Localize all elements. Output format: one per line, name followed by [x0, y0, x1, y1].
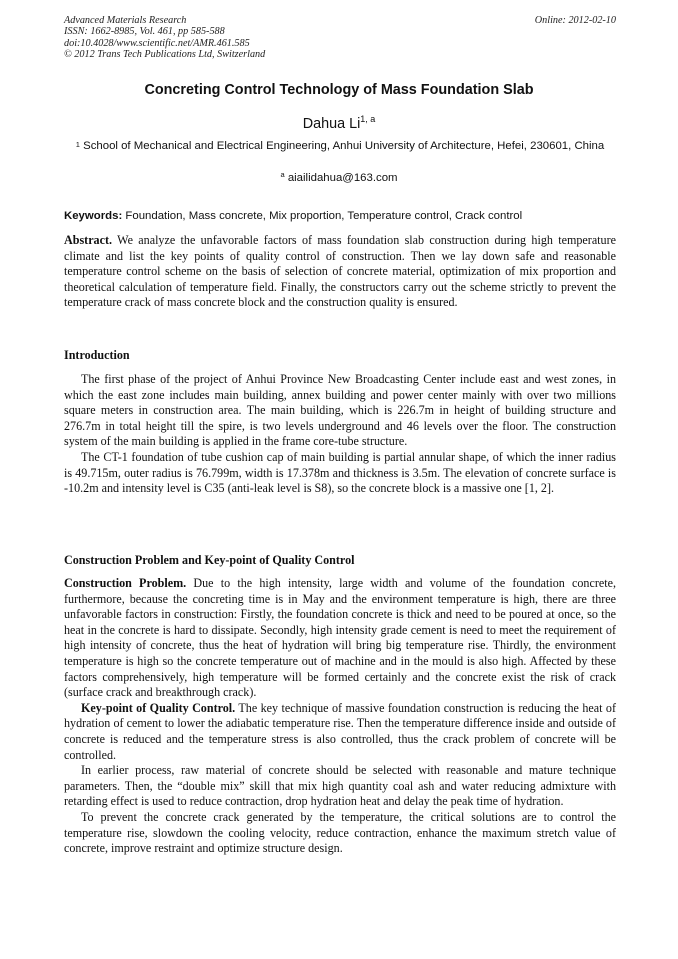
running-header — [64, 15, 616, 61]
section-heading-introduction: Introduction — [64, 348, 130, 362]
author-superscript: 1, a — [360, 114, 376, 124]
keywords-label: Keywords: — [64, 210, 123, 222]
affiliation-text: School of Mechanical and Electrical Engineering, Anhui University of Architecture, Hefei, 230601, China — [83, 140, 605, 152]
doi-line: doi:10.4028/www.scientific.net/AMR.461.585 — [64, 37, 250, 49]
paper-title: Concreting Control Technology of Mass Foundation Slab — [144, 82, 534, 98]
introduction-body — [64, 372, 616, 497]
intro-paragraph-1: The first phase of the project of Anhui Province New Broadcasting Center include east and west zones, in which the east zone includes main building, annex building and power center mainly with over two millions square meters in construction area. The main building, which is 226.7m in height of building structure and 276.7m in total height till the spire, is two levels underground and 46 levels over the floor. The construction system of the main building is applied in the frame core-tube structure. — [64, 372, 616, 449]
affiliation — [64, 139, 616, 155]
author-line — [0, 116, 678, 132]
abstract-text: We analyze the unfavorable factors of mass foundation slab construction during high temperature climate and list the key points of quality control of construction. Then we lay down safe and reasonable temperature control scheme on the basis of selection of concrete material, optimization of mix proportion and theoretical calculation of temperature field. Finally, the constructors carry out the scheme strictly to prevent the temperature crack of mass concrete block and the construction quality is ensured. — [64, 233, 616, 310]
online-date: Online: 2012-02-10 — [534, 15, 616, 26]
issn-line: ISSN: 1662-8985, Vol. 461, pp 585-588 — [64, 26, 225, 38]
keywords-text: Foundation, Mass concrete, Mix proportion, Temperature control, Crack control — [125, 210, 523, 222]
construction-problem-text: Due to the high intensity, large width and volume of the foundation concrete, furthermore, because the concreting time is in May and the environment temperature is high, there are three unfavorable factors in construction: Firstly, the foundation concrete is thick and need to be poured at once, so the heat in the concrete is hard to dissipate. Secondly, high intensity grade cement is need to meet the requirement of high intensity of concrete, thus the heat of hydration will bring big temperature rise. Thirdly, the environment temperature is high so the concrete temperature out of machine and in the mould is also high. Affected by these factors comprehensively, high temperature will be formed certainly and the concrete exist the risk of crack (surface crack and breakthrough crack). — [64, 576, 616, 700]
section2-body — [64, 576, 616, 857]
section2-paragraph-4: To prevent the concrete crack generated by the temperature, the critical solutions are to control the temperature rise, slowdown the cooling velocity, reduce contraction, enhance the maximum stretch value of concrete, improve restraint and optimize structure design. — [64, 809, 616, 856]
author-name: Dahua Li — [302, 116, 361, 132]
construction-problem-label: Construction Problem. — [64, 576, 187, 590]
email-superscript: a — [280, 170, 285, 179]
key-point-label: Key-point of Quality Control. — [81, 700, 236, 715]
affiliation-superscript: 1 — [75, 140, 80, 149]
email-address: aiailidahua@163.com — [287, 172, 398, 184]
abstract — [64, 233, 616, 311]
abstract-label: Abstract. — [64, 233, 113, 247]
section2-paragraph-3: In earlier process, raw material of concrete should be selected with reasonable and mature technique parameters. Then, the “double mix” skill that mix high quantity coal ash and water reducing admixture with retarding effect is used to reduce contraction, drop hydration heat and delay the peak time of hydration. — [64, 763, 616, 809]
email-line — [0, 172, 678, 184]
keywords — [64, 210, 616, 222]
intro-paragraph-2: The CT-1 foundation of tube cushion cap of main building is partial annular shape, of which the inner radius is 49.715m, outer radius is 76.799m, width is 17.378m and thickness is 3.5m. The elevation of concrete surface is -10.2m and intensity level is C35 (anti-leak level is S8), so the concrete block is a massive one [1, 2]. — [64, 449, 616, 496]
key-point-text: The key technique of massive foundation construction is reducing the heat of hydration of cement to lower the adiabatic temperature rise. Then the temperature difference inside and outside of concrete is reduced and the temperature stress is also controlled, thus the crack problem of concrete will be controlled. — [64, 700, 616, 762]
journal-name: Advanced Materials Research — [64, 15, 187, 26]
section-heading-construction: Construction Problem and Key-point of Quality Control — [64, 553, 355, 567]
copyright-line: © 2012 Trans Tech Publications Ltd, Switzerland — [64, 49, 266, 61]
